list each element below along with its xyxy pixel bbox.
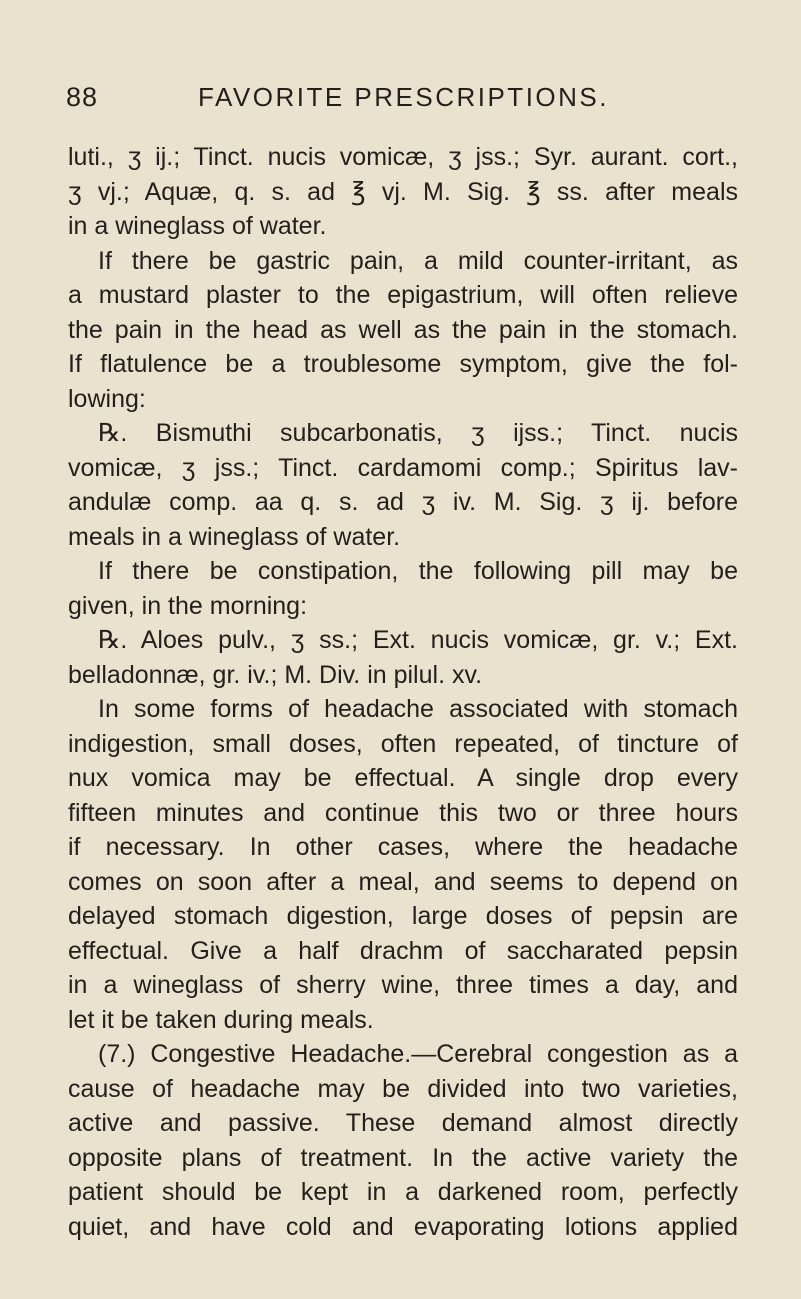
- text-line: nux vomica may be effectual. A single drop every: [68, 764, 738, 792]
- text-line: ℞. Aloes pulv., ʒ ss.; Ext. nucis vomicæ, gr. v.; Ext.: [98, 626, 738, 654]
- page-number: 88: [66, 82, 99, 112]
- text-line: given, in the morning:: [68, 591, 308, 620]
- text-line: let it be taken during meals.: [68, 1005, 374, 1034]
- text-line: in a wineglass of water.: [68, 212, 327, 240]
- text-line: patient should be kept in a darkened room, perfectly: [68, 1178, 738, 1206]
- text-line: meals in a wineglass of water.: [68, 522, 401, 551]
- text-line: cause of headache may be divided into two varieties,: [68, 1074, 738, 1103]
- text-line: If there be gastric pain, a mild counter-irritant, as: [98, 246, 738, 275]
- text-line: indigestion, small doses, often repeated, of tincture of: [68, 729, 738, 758]
- text-line: a mustard plaster to the epigastrium, will often relieve: [68, 281, 738, 309]
- text-line: active and passive. These demand almost directly: [68, 1109, 738, 1137]
- text-line: ℞. Bismuthi subcarbonatis, ʒ ijss.; Tinct. nucis: [98, 419, 738, 447]
- text-line: quiet, and have cold and evaporating lotions applied: [68, 1212, 738, 1241]
- text-line: delayed stomach digestion, large doses of pepsin are: [68, 902, 738, 930]
- text-line: lowing:: [68, 384, 146, 413]
- text-line: vomicæ, ʒ jss.; Tinct. cardamomi comp.; Spiritus lav-: [68, 453, 738, 482]
- text-line: the pain in the head as well as the pain in the stomach.: [68, 315, 738, 344]
- text-line: in a wineglass of sherry wine, three times a day, and: [68, 971, 738, 999]
- text-line: effectual. Give a half drachm of saccharated pepsin: [68, 936, 738, 965]
- text-line: comes on soon after a meal, and seems to depend on: [68, 867, 738, 896]
- text-line: belladonnæ, gr. iv.; M. Div. in pilul. xv.: [68, 660, 483, 689]
- text-line: (7.) Congestive Headache.—Cerebral congestion as a: [98, 1040, 738, 1068]
- text-line: luti., ʒ ij.; Tinct. nucis vomicæ, ʒ jss.; Syr. aurant. cort.,: [68, 143, 738, 171]
- text-line: fifteen minutes and continue this two or three hours: [68, 798, 738, 827]
- running-title: FAVORITE PRESCRIPTIONS.: [198, 82, 609, 112]
- text-line: ʒ vj.; Aquæ, q. s. ad ℥ vj. M. Sig. ℥ ss. after meals: [68, 177, 738, 206]
- text-line: andulæ comp. aa q. s. ad ʒ iv. M. Sig. ʒ ij. before: [68, 488, 738, 516]
- text-line: If flatulence be a troublesome symptom, give the fol-: [68, 350, 738, 378]
- page-header: [66, 82, 741, 122]
- text-line: if necessary. In other cases, where the headache: [68, 833, 738, 861]
- text-line: In some forms of headache associated with stomach: [98, 695, 738, 723]
- body-text: [68, 140, 738, 1244]
- text-line: opposite plans of treatment. In the active variety the: [68, 1143, 738, 1172]
- text-line: If there be constipation, the following pill may be: [98, 557, 738, 585]
